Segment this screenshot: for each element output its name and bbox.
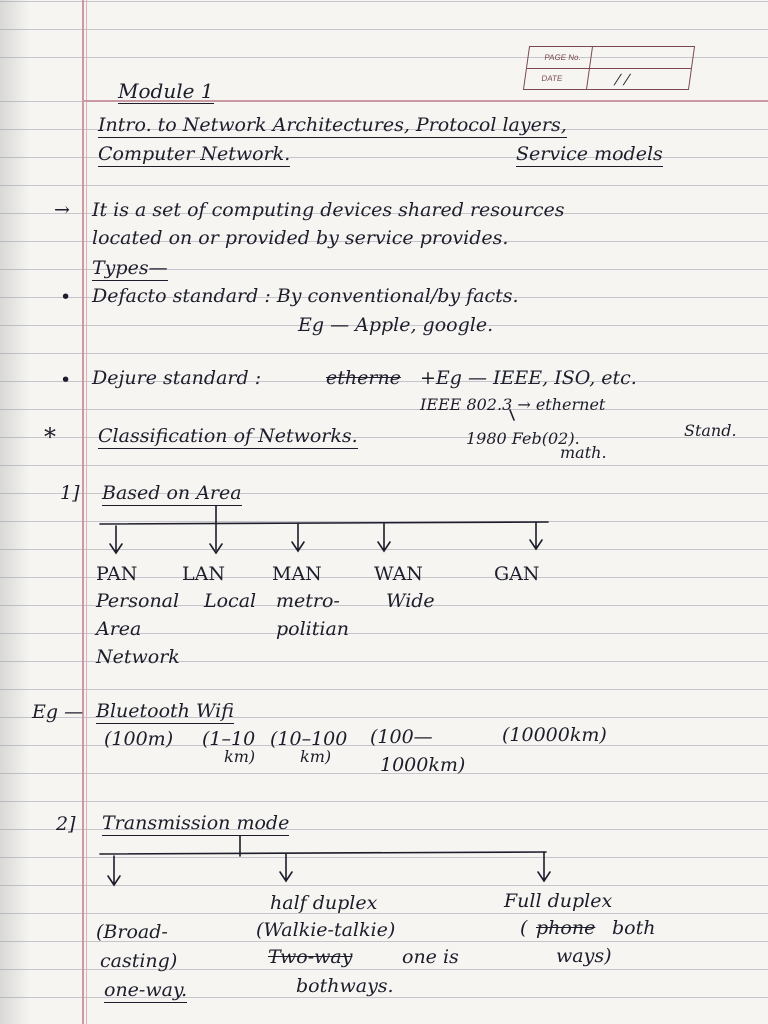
dejure-label: Dejure standard :	[92, 367, 262, 389]
date-label: DATE	[540, 74, 563, 83]
intro-line-2b: Service models	[516, 143, 663, 165]
date-value: / /	[614, 72, 631, 88]
arrow-wan	[378, 524, 390, 551]
arrow-simplex	[108, 856, 120, 885]
page-no-label: PAGE No.	[543, 53, 582, 62]
module-title: Module 1	[118, 79, 214, 103]
definition-line-1: It is a set of computing devices shared resources	[92, 199, 565, 221]
arrow-man	[292, 524, 304, 551]
half-walkie-talkie: (Walkie-talkie)	[256, 919, 396, 941]
pan-full-area: Area	[96, 618, 142, 640]
area-branch-line	[100, 522, 548, 524]
full-struck-phone: phone	[536, 917, 596, 939]
bullet: •	[60, 286, 72, 308]
range-lan: (1–10	[202, 728, 256, 750]
pan-full-network: Network	[96, 646, 180, 668]
half-bothways: bothways.	[296, 975, 394, 997]
section-number-2: 2]	[56, 813, 76, 835]
math-note: math.	[560, 443, 607, 462]
dejure-struck-text: etherne	[326, 367, 401, 389]
defacto-example: Eg — Apple, google.	[298, 314, 494, 336]
definition-line-2: located on or provided by service provides.	[92, 227, 509, 249]
arrow-gan	[530, 522, 542, 549]
net-gan: GAN	[494, 563, 540, 585]
ieee-ethernet: IEEE 802.3 → ethernet	[420, 395, 606, 414]
date-row	[524, 68, 691, 89]
range-pan: (100m)	[104, 728, 174, 750]
types-heading: Types—	[92, 257, 168, 279]
page-date-box	[523, 46, 695, 90]
page-no-row	[527, 47, 694, 69]
intro-line-1: Intro. to Network Architectures, Protocol layers,	[98, 114, 567, 136]
box-divider	[586, 68, 590, 89]
simplex-one-way: one-way.	[104, 979, 188, 1001]
section-number-1: 1]	[60, 482, 80, 504]
eg-label: Eg —	[32, 701, 84, 723]
trans-branch-line	[100, 852, 546, 854]
net-pan: PAN	[96, 563, 138, 585]
classification-heading: Classification of Networks.	[98, 425, 358, 447]
based-on-area-heading: Based on Area	[102, 482, 242, 504]
arrow-half-duplex	[280, 854, 292, 881]
arrow-lan	[210, 544, 222, 553]
full-duplex: Full duplex	[504, 890, 613, 912]
simplex-broad: (Broad-	[96, 921, 168, 943]
full-ways: ways)	[556, 945, 612, 967]
margin-line-inner	[86, 0, 87, 1024]
range-gan: (10000km)	[502, 724, 607, 746]
full-paren: (	[520, 917, 528, 939]
half-one-is: one is	[402, 946, 459, 968]
range-man-unit: km)	[300, 747, 332, 766]
full-both: both	[612, 917, 656, 939]
stand-note: Stand.	[684, 421, 737, 440]
bullet: •	[60, 369, 72, 391]
arrow-pan	[110, 526, 122, 553]
star-mark: *	[44, 423, 56, 451]
wan-full-wide: Wide	[386, 590, 435, 612]
range-wan-unit: 1000km)	[380, 754, 466, 776]
net-wan: WAN	[374, 563, 423, 585]
classification-date: 1980 Feb(02).	[466, 429, 580, 448]
defacto-standard: Defacto standard : By conventional/by facts.	[92, 285, 519, 307]
range-lan-unit: km)	[224, 747, 256, 766]
dejure-examples: +Eg — IEEE, ISO, etc.	[420, 367, 637, 389]
man-full-politian: politian	[276, 618, 350, 640]
lan-full-local: Local	[204, 590, 257, 612]
pan-full-personal: Personal	[96, 590, 180, 612]
arrow-mark: →	[54, 199, 70, 221]
arrow-full-duplex	[538, 852, 550, 881]
half-struck-two-way: Two-way	[268, 946, 353, 968]
half-duplex: half duplex	[270, 892, 378, 914]
page-edge-shadow	[0, 0, 30, 1024]
bluetooth-wifi: Bluetooth Wifi	[96, 700, 234, 722]
man-full-metro: metro-	[276, 590, 340, 612]
range-man: (10–100	[270, 728, 348, 750]
transmission-mode-heading: Transmission mode	[102, 812, 290, 834]
intro-line-2a: Computer Network.	[98, 143, 291, 165]
simplex-casting: casting)	[100, 950, 178, 972]
margin-line	[82, 0, 84, 1024]
net-man: MAN	[272, 563, 322, 585]
range-wan: (100—	[370, 726, 433, 748]
box-divider	[589, 47, 593, 68]
net-lan: LAN	[182, 563, 225, 585]
